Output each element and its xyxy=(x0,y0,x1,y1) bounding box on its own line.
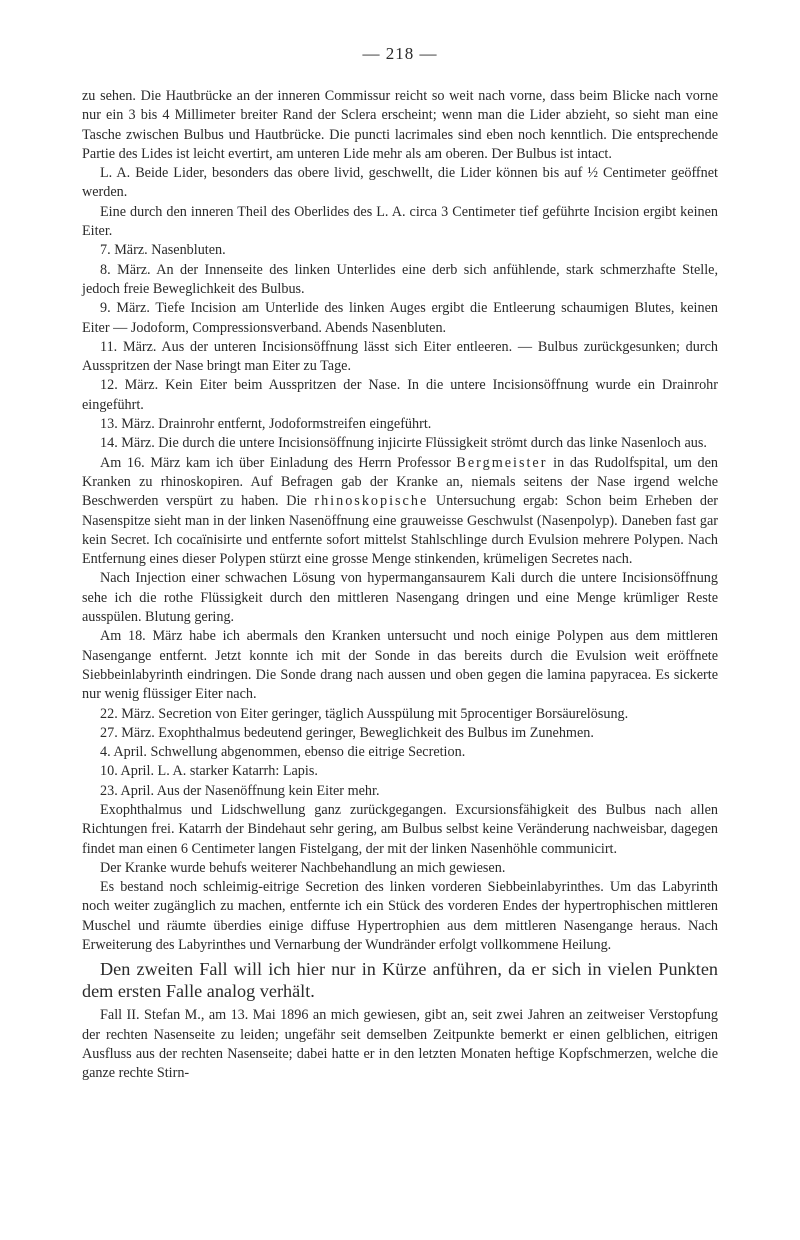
page-number: — 218 — xyxy=(362,44,438,63)
paragraph: zu sehen. Die Hautbrücke an der inneren Commissur reicht so weit nach vorne, dass beim Blicke nach vorne nur ein 3 bis 4 Millimeter breiter Rand der Sclera erscheint; wenn man die Lider abzieht, so sieht man eine Tasche zwischen Bulbus und Hautbrücke. Die puncti lacrimales sind eben noch kenntlich. Die entsprechende Partie des Lides ist leicht evertirt, am unteren Lide mehr als am oberen. Der Bulbus ist intact. xyxy=(82,88,718,162)
person-name: Bergmeister xyxy=(456,454,548,471)
paragraph: Es bestand noch schleimig-eitrige Secretion des linken vorderen Siebbeinlabyrinthes. Um das Labyrinth noch weiter zugänglich zu machen, entfernte ich ein Stück des vorderen Endes der hypertrophischen mittleren Muschel und räumte überdies einige diffuse Hypertrophien aus dem mittleren Nasengange heraus. Nach Erweiterung des Labyrinthes und Vernarbung der Wundränder erfolgt vollkommene Heilung. xyxy=(82,879,718,954)
paragraph: 10. April. L. A. starker Katarrh: Lapis. xyxy=(100,763,318,780)
paragraph: 7. März. Nasenbluten. xyxy=(100,242,226,259)
paragraph: 14. März. Die durch die untere Incisionsöffnung injicirte Flüssigkeit strömt durch das linke Nasenloch aus. xyxy=(100,435,707,452)
paragraph: 23. April. Aus der Nasenöffnung kein Eiter mehr. xyxy=(100,782,380,799)
paragraph: 11. März. Aus der unteren Incisionsöffnung lässt sich Eiter entleeren. — Bulbus zurückgesunken; durch Ausspritzen der Nase bringt man Eiter zu Tage. xyxy=(82,338,718,375)
text-run: in das Rudolfspital, um den Kranken zu rhinoskopiren. Auf Befragen gab der Kranke an, niemals seitens der Nase irgend welche Beschwerden verspürt zu haben. Die xyxy=(82,454,718,510)
paragraph: Am 18. März habe ich abermals den Kranken untersucht und noch einige Polypen aus dem mittleren Nasengange entfernt. Jetzt konnte ich mit der Sonde in das bereits durch die Evulsion weit eröffnete Siebbeinlabyrinth eindringen. Die Sonde drang nach aussen und oben gegen die lamina papyracea. Es sickerte nur wenig flüssiger Eiter nach. xyxy=(82,628,718,703)
paragraph: Exophthalmus und Lidschwellung ganz zurückgegangen. Excursionsfähigkeit des Bulbus nach allen Richtungen frei. Katarrh der Bindehaut sehr gering, am Bulbus selbst keine Veränderung nachweisbar, dagegen findet man einen 6 Centimeter langen Fistelgang, der mit der linken Nasenhöhle communicirt. xyxy=(82,801,718,857)
paragraph xyxy=(82,454,718,570)
paragraph: Eine durch den inneren Theil des Oberlides des L. A. circa 3 Centimeter tief geführte Incision ergibt keinen Eiter. xyxy=(82,203,718,240)
paragraph: 13. März. Drainrohr entfernt, Jodoformstreifen eingeführt. xyxy=(100,416,432,433)
text-run: Untersuchung ergab: Schon beim Erheben der Nasenspitze sieht man in der linken Nasenöffnung eine grauweisse Geschwulst (Nasenpolyp). Daneben fast gar kein Secret. Ich cocaïnisirte und entfernte sofort mittelst Stahlschlinge durch Evulsion mehrere Polypen. Nach Entfernung eines dieser Polypen stürzt eine grosse Menge stinkenden, krümeligen Secretes nach. xyxy=(82,493,718,568)
paragraph: 4. April. Schwellung abgenommen, ebenso die eitrige Secretion. xyxy=(100,744,466,761)
paragraph xyxy=(82,1006,718,1083)
text-run: Am 16. März kam ich über Einladung des Herrn Professor xyxy=(100,454,457,471)
text-run: Stefan M., am 13. Mai 1896 an mich gewiesen, gibt an, seit zwei Jahren an zeitweiser Verstopfung der rechten Nasenseite zu leiden; ungefähr seit demselben Zeitpunkte bemerkt er einen gelblichen, eitrigen Ausfluss aus der rechten Nasenseite; dabei hatte er in den letzten Monaten heftige Kopfschmerzen, welche die ganze rechte Stirn- xyxy=(82,1007,718,1082)
paragraph: Nach Injection einer schwachen Lösung von hypermangansaurem Kali durch die untere Incisionsöffnung sehe ich die rothe Flüssigkeit durch den mittleren Nasengang dringen und eine Menge krümliger Reste ausspülen. Blutung gering. xyxy=(82,570,718,626)
emphasis: rhinoskopische xyxy=(314,493,429,510)
case-label: Fall II. xyxy=(100,1007,140,1024)
paragraph: Der Kranke wurde behufs weiterer Nachbehandlung an mich gewiesen. xyxy=(100,859,506,876)
page xyxy=(82,0,718,1240)
paragraph: 9. März. Tiefe Incision am Unterlide des linken Auges ergibt die Entleerung schaumigen Blutes, keinen Eiter — Jodoform, Compressionsverband. Abends Nasenbluten. xyxy=(82,300,718,336)
paragraph: 12. März. Kein Eiter beim Ausspritzen der Nase. In die untere Incisionsöffnung wurde ein Drainrohr eingeführt. xyxy=(82,377,718,413)
section-heading: Den zweiten Fall will ich hier nur in Kürze anführen, da er sich in vielen Punkten dem ersten Falle analog verhält. xyxy=(82,959,718,1002)
paragraph: L. A. Beide Lider, besonders das obere livid, geschwellt, die Lider können bis auf ½ Centimeter geöffnet werden. xyxy=(82,165,718,201)
paragraph: 8. März. An der Innenseite des linken Unterlides eine derb sich anfühlende, stark schmerzhafte Stelle, jedoch freie Beweglichkeit des Bulbus. xyxy=(82,261,718,297)
body-text xyxy=(82,87,718,1084)
paragraph: 27. März. Exophthalmus bedeutend geringer, Beweglichkeit des Bulbus im Zunehmen. xyxy=(100,724,594,741)
paragraph: 22. März. Secretion von Eiter geringer, täglich Ausspülung mit 5procentiger Borsäurelösung. xyxy=(100,705,629,722)
